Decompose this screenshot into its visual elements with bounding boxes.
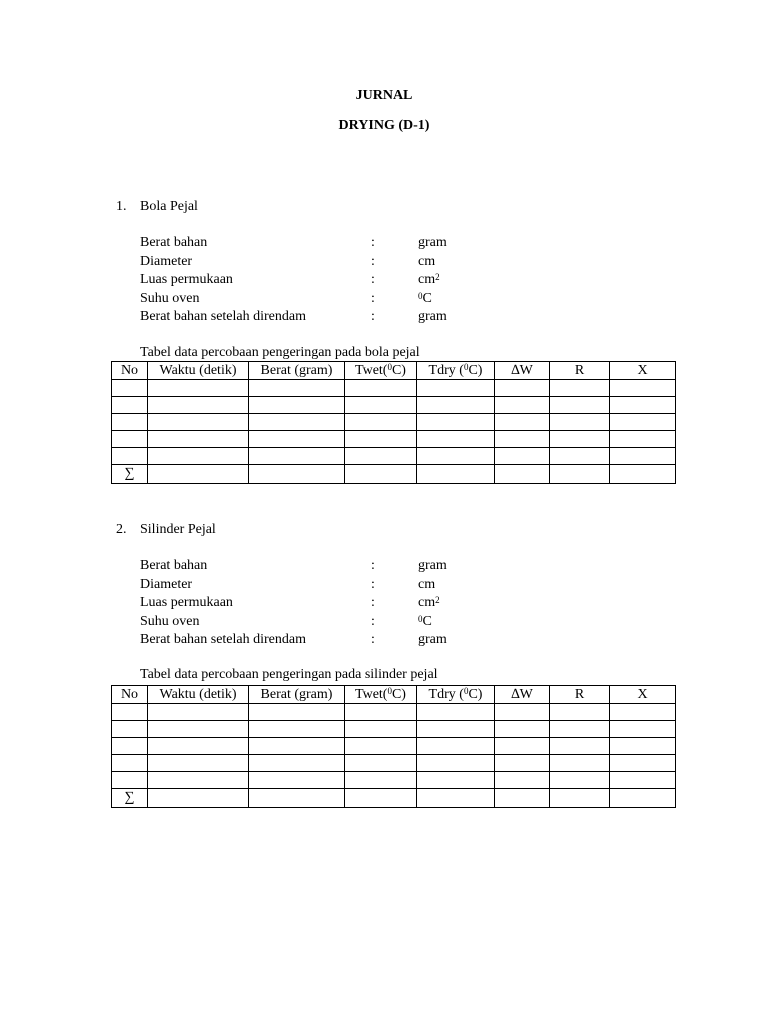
table-cell[interactable] bbox=[610, 755, 676, 772]
table-cell[interactable] bbox=[610, 414, 676, 431]
twet-superscript: 0 bbox=[387, 362, 392, 372]
table-cell[interactable] bbox=[148, 755, 249, 772]
table-cell[interactable] bbox=[249, 431, 345, 448]
table-cell[interactable] bbox=[550, 789, 610, 808]
table-cell[interactable] bbox=[112, 397, 148, 414]
table-sum-row bbox=[112, 465, 676, 484]
table-cell[interactable] bbox=[550, 738, 610, 755]
table-cell[interactable] bbox=[112, 380, 148, 397]
table-cell[interactable] bbox=[610, 397, 676, 414]
sum-symbol: ∑ bbox=[112, 465, 148, 484]
table-cell[interactable] bbox=[495, 465, 550, 484]
column-header-tdry bbox=[417, 362, 495, 380]
table-cell[interactable] bbox=[345, 738, 417, 755]
table-cell[interactable] bbox=[417, 755, 495, 772]
table-cell[interactable] bbox=[417, 772, 495, 789]
table-cell[interactable] bbox=[417, 448, 495, 465]
column-header-tdry bbox=[417, 686, 495, 704]
field-unit bbox=[418, 290, 432, 309]
table-cell[interactable] bbox=[112, 738, 148, 755]
table-row bbox=[112, 380, 676, 397]
table-cell[interactable] bbox=[249, 789, 345, 808]
field-label: Berat bahan setelah direndam bbox=[140, 309, 306, 324]
table-cell[interactable] bbox=[417, 414, 495, 431]
field-colon: : bbox=[371, 595, 375, 610]
column-header-no: No bbox=[112, 686, 148, 704]
column-header-twet bbox=[345, 686, 417, 704]
field-colon: : bbox=[371, 253, 375, 269]
section-number: 1. bbox=[116, 199, 127, 214]
section-heading-bola-pejal bbox=[116, 199, 198, 215]
table-row bbox=[112, 414, 676, 431]
field-label: Diameter bbox=[140, 253, 193, 269]
section-title: Silinder Pejal bbox=[140, 522, 216, 537]
table-cell[interactable] bbox=[249, 755, 345, 772]
table-cell[interactable] bbox=[417, 704, 495, 721]
table-cell[interactable] bbox=[112, 721, 148, 738]
field-unit: gram bbox=[418, 632, 447, 647]
table-row bbox=[112, 397, 676, 414]
field-label: Luas permukaan bbox=[140, 595, 233, 610]
table-cell[interactable] bbox=[610, 704, 676, 721]
table-cell[interactable] bbox=[345, 772, 417, 789]
section-number: 2. bbox=[116, 522, 127, 537]
table-cell[interactable] bbox=[249, 738, 345, 755]
unit-base: C bbox=[422, 613, 432, 629]
table-cell[interactable] bbox=[550, 448, 610, 465]
table-cell[interactable] bbox=[112, 431, 148, 448]
column-header-r: R bbox=[550, 686, 610, 704]
table-cell[interactable] bbox=[148, 397, 249, 414]
twet-prefix: Twet( bbox=[355, 687, 388, 702]
field-unit bbox=[418, 594, 440, 613]
table-row bbox=[112, 704, 676, 721]
tdry-superscript: 0 bbox=[463, 686, 469, 696]
table-cell[interactable] bbox=[550, 380, 610, 397]
table-cell[interactable] bbox=[345, 465, 417, 484]
table-cell[interactable] bbox=[550, 465, 610, 484]
table-cell[interactable] bbox=[550, 704, 610, 721]
table-sum-row bbox=[112, 789, 676, 808]
table-cell[interactable] bbox=[148, 414, 249, 431]
field-label: Berat bahan setelah direndam bbox=[140, 632, 306, 647]
table-cell[interactable] bbox=[495, 704, 550, 721]
twet-prefix: Twet( bbox=[355, 363, 388, 378]
twet-suffix: C) bbox=[391, 363, 406, 378]
tdry-suffix: C) bbox=[468, 687, 483, 702]
table-cell[interactable] bbox=[495, 772, 550, 789]
table-cell[interactable] bbox=[495, 414, 550, 431]
table-cell[interactable] bbox=[112, 755, 148, 772]
field-unit bbox=[418, 613, 432, 632]
table-cell[interactable] bbox=[249, 465, 345, 484]
field-colon: : bbox=[371, 558, 375, 573]
table-cell[interactable] bbox=[345, 755, 417, 772]
field-label: Suhu oven bbox=[140, 613, 200, 629]
section-heading-silinder-pejal bbox=[116, 522, 216, 538]
table-cell[interactable] bbox=[495, 380, 550, 397]
unit-base: cm bbox=[418, 595, 436, 610]
table-cell[interactable] bbox=[610, 721, 676, 738]
unit-superscript: 0 bbox=[418, 290, 423, 301]
table-cell[interactable] bbox=[610, 380, 676, 397]
table-cell[interactable] bbox=[148, 465, 249, 484]
field-colon: : bbox=[371, 272, 375, 287]
document-title: JURNAL bbox=[355, 88, 413, 103]
column-header-waktu: Waktu (detik) bbox=[148, 362, 249, 380]
table-cell[interactable] bbox=[610, 465, 676, 484]
table-row bbox=[112, 772, 676, 789]
field-unit: gram bbox=[418, 309, 447, 324]
table-cell[interactable] bbox=[417, 721, 495, 738]
table-header-row bbox=[112, 686, 676, 704]
field-label: Berat bahan bbox=[140, 235, 208, 250]
table-cell[interactable] bbox=[495, 738, 550, 755]
table-cell[interactable] bbox=[610, 431, 676, 448]
field-unit bbox=[418, 271, 440, 290]
column-header-delta-w: ∆W bbox=[495, 362, 550, 380]
table-cell[interactable] bbox=[249, 380, 345, 397]
table-cell[interactable] bbox=[417, 789, 495, 808]
table-row bbox=[112, 755, 676, 772]
column-header-x: X bbox=[610, 686, 676, 704]
table-row bbox=[112, 738, 676, 755]
table-cell[interactable] bbox=[345, 789, 417, 808]
table-cell[interactable] bbox=[148, 772, 249, 789]
table-cell[interactable] bbox=[112, 704, 148, 721]
twet-superscript: 0 bbox=[387, 686, 392, 696]
table-cell[interactable] bbox=[148, 789, 249, 808]
table-caption-silinder-pejal: Tabel data percobaan pengeringan pada silinder pejal bbox=[140, 667, 438, 682]
table-cell[interactable] bbox=[417, 431, 495, 448]
section-title: Bola Pejal bbox=[140, 199, 198, 214]
table-cell[interactable] bbox=[495, 789, 550, 808]
column-header-delta-w: ∆W bbox=[495, 686, 550, 704]
tdry-suffix: C) bbox=[468, 363, 483, 378]
table-cell[interactable] bbox=[345, 448, 417, 465]
table-cell[interactable] bbox=[249, 448, 345, 465]
column-header-twet bbox=[345, 362, 417, 380]
table-cell[interactable] bbox=[345, 397, 417, 414]
table-cell[interactable] bbox=[417, 465, 495, 484]
table-cell[interactable] bbox=[112, 448, 148, 465]
table-cell[interactable] bbox=[249, 704, 345, 721]
field-colon: : bbox=[371, 613, 375, 629]
column-header-r: R bbox=[550, 362, 610, 380]
column-header-no: No bbox=[112, 362, 148, 380]
field-label: Diameter bbox=[140, 576, 193, 592]
table-cell[interactable] bbox=[610, 738, 676, 755]
column-header-berat: Berat (gram) bbox=[249, 362, 345, 380]
table-cell[interactable] bbox=[550, 755, 610, 772]
field-colon: : bbox=[371, 235, 375, 250]
table-cell[interactable] bbox=[550, 431, 610, 448]
sum-symbol: ∑ bbox=[112, 789, 148, 808]
table-cell[interactable] bbox=[495, 431, 550, 448]
table-cell[interactable] bbox=[249, 772, 345, 789]
table-row bbox=[112, 721, 676, 738]
unit-superscript: 2 bbox=[435, 272, 440, 282]
table-cell[interactable] bbox=[550, 397, 610, 414]
table-cell[interactable] bbox=[345, 431, 417, 448]
table-cell[interactable] bbox=[148, 704, 249, 721]
field-colon: : bbox=[371, 309, 375, 324]
field-label: Luas permukaan bbox=[140, 272, 233, 287]
table-caption-bola-pejal: Tabel data percobaan pengeringan pada bola pejal bbox=[140, 345, 420, 360]
table-cell[interactable] bbox=[610, 772, 676, 789]
table-cell[interactable] bbox=[550, 414, 610, 431]
table-cell[interactable] bbox=[550, 721, 610, 738]
document-subtitle: DRYING (D-1) bbox=[338, 118, 430, 133]
tdry-prefix: Tdry ( bbox=[428, 363, 464, 378]
table-cell[interactable] bbox=[495, 397, 550, 414]
table-cell[interactable] bbox=[495, 755, 550, 772]
tdry-superscript: 0 bbox=[463, 362, 469, 372]
field-unit: cm bbox=[418, 253, 436, 269]
twet-suffix: C) bbox=[391, 687, 406, 702]
column-header-berat: Berat (gram) bbox=[249, 686, 345, 704]
table-cell[interactable] bbox=[112, 772, 148, 789]
table-cell[interactable] bbox=[417, 380, 495, 397]
table-cell[interactable] bbox=[345, 704, 417, 721]
table-cell[interactable] bbox=[148, 721, 249, 738]
unit-superscript: 2 bbox=[435, 595, 440, 605]
table-cell[interactable] bbox=[550, 772, 610, 789]
field-label: Suhu oven bbox=[140, 290, 200, 306]
table-header-row bbox=[112, 362, 676, 380]
table-row bbox=[112, 431, 676, 448]
table-cell[interactable] bbox=[417, 738, 495, 755]
table-cell[interactable] bbox=[148, 431, 249, 448]
table-cell[interactable] bbox=[345, 380, 417, 397]
table-cell[interactable] bbox=[112, 414, 148, 431]
table-cell[interactable] bbox=[495, 448, 550, 465]
table-cell[interactable] bbox=[345, 414, 417, 431]
table-cell[interactable] bbox=[610, 789, 676, 808]
tdry-prefix: Tdry ( bbox=[428, 687, 464, 702]
field-unit: gram bbox=[418, 558, 447, 573]
table-row bbox=[112, 448, 676, 465]
field-colon: : bbox=[371, 576, 375, 592]
field-colon: : bbox=[371, 290, 375, 306]
table-cell[interactable] bbox=[249, 397, 345, 414]
table-cell[interactable] bbox=[249, 414, 345, 431]
table-cell[interactable] bbox=[345, 721, 417, 738]
field-label: Berat bahan bbox=[140, 558, 208, 573]
data-table-bola-pejal bbox=[111, 361, 676, 484]
table-cell[interactable] bbox=[249, 721, 345, 738]
table-cell[interactable] bbox=[148, 380, 249, 397]
data-table-silinder-pejal bbox=[111, 685, 676, 808]
column-header-waktu: Waktu (detik) bbox=[148, 686, 249, 704]
table-cell[interactable] bbox=[148, 448, 249, 465]
unit-base: C bbox=[422, 290, 432, 306]
table-cell[interactable] bbox=[417, 397, 495, 414]
unit-superscript: 0 bbox=[418, 613, 423, 624]
table-cell[interactable] bbox=[495, 721, 550, 738]
table-cell[interactable] bbox=[610, 448, 676, 465]
field-colon: : bbox=[371, 632, 375, 647]
field-unit: gram bbox=[418, 235, 447, 250]
field-unit: cm bbox=[418, 576, 436, 592]
unit-base: cm bbox=[418, 272, 436, 287]
column-header-x: X bbox=[610, 362, 676, 380]
table-cell[interactable] bbox=[148, 738, 249, 755]
